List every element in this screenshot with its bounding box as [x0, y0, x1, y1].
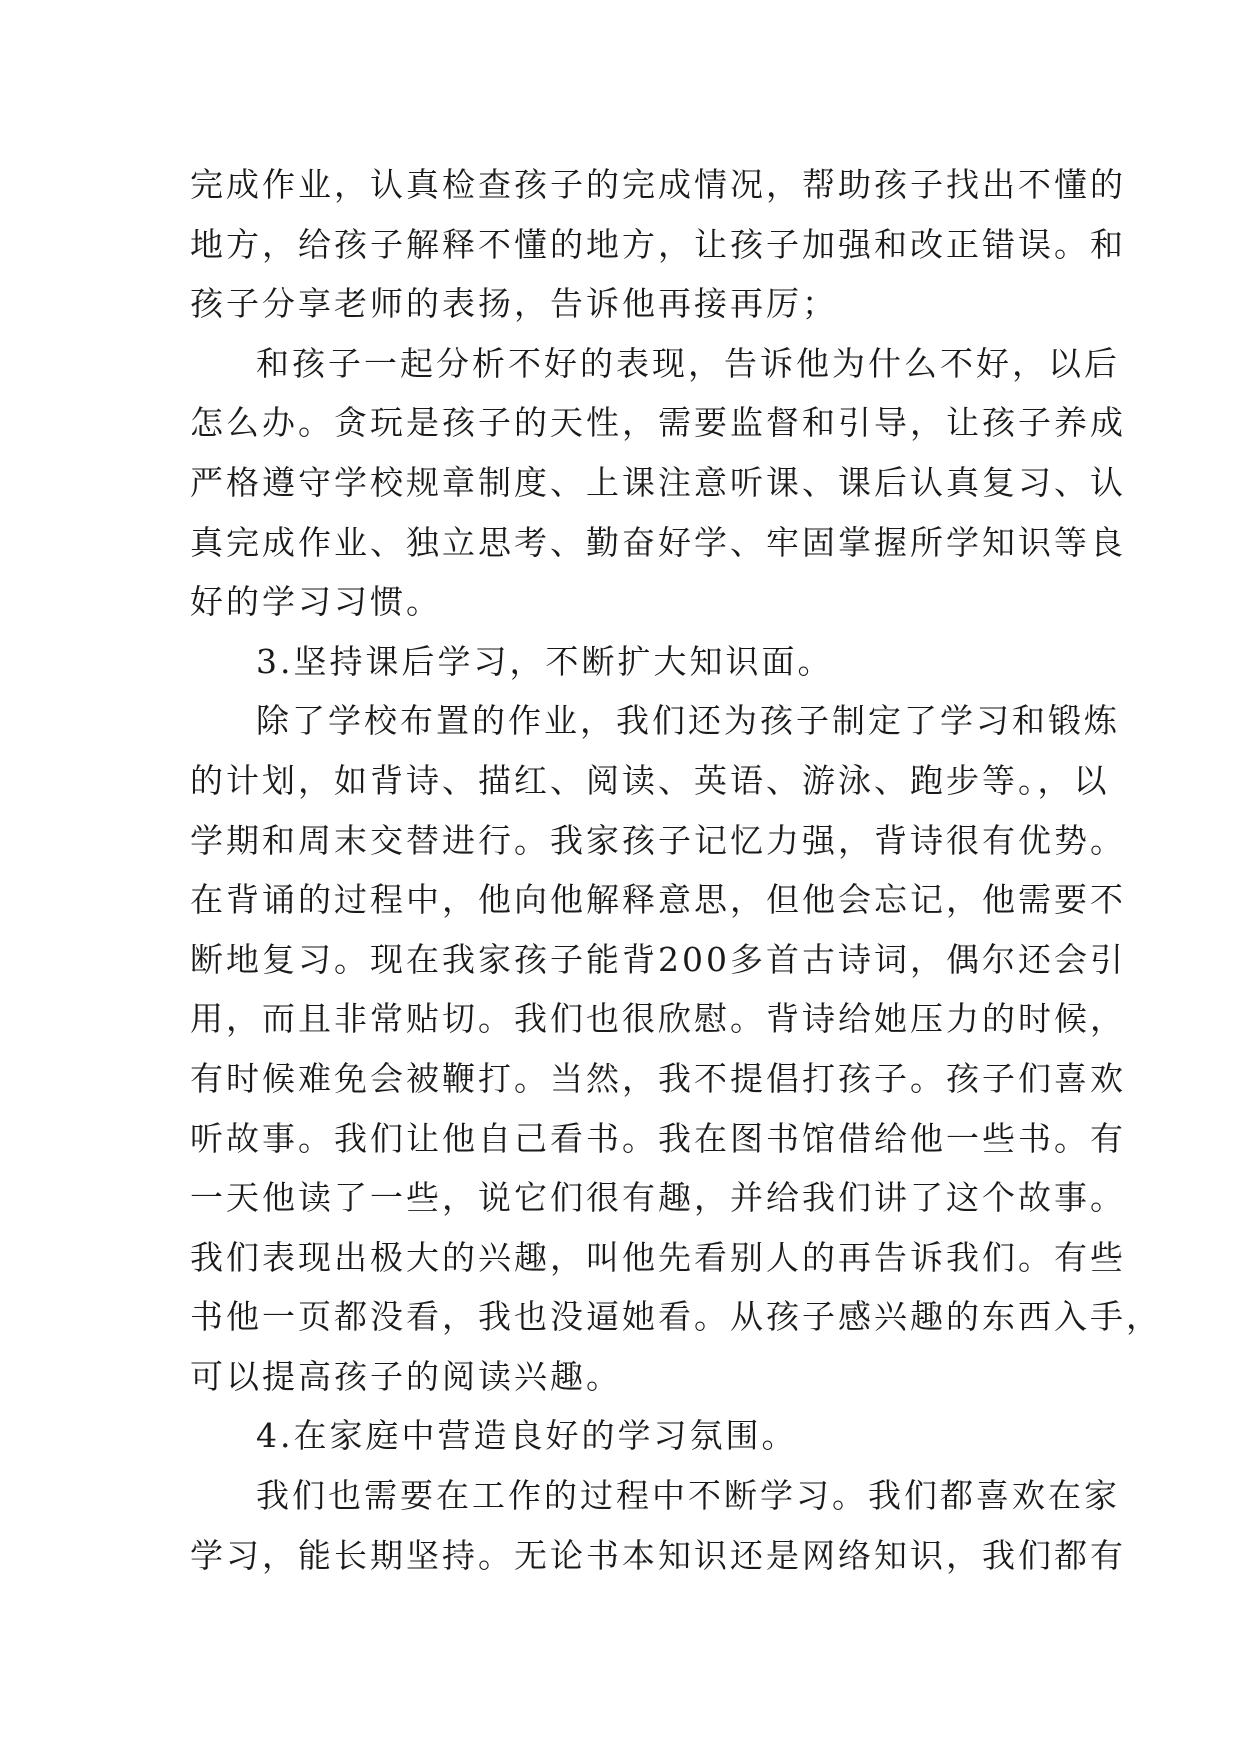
text-line: 的计划，如背诗、描红、阅读、英语、游泳、跑步等。，以	[190, 760, 1110, 800]
text-line: 可以提高孩子的阅读兴趣。	[190, 1356, 622, 1396]
text-line: 一天他读了一些，说它们很有趣，并给我们讲了这个故事。	[190, 1178, 1126, 1218]
text-line: 有时候难免会被鞭打。当然，我不提倡打孩子。孩子们喜欢	[190, 1058, 1126, 1098]
text-line: 书他一页都没看，我也没逼她看。从孩子感兴趣的东西入手，	[190, 1297, 1162, 1337]
text-line: 断地复习。现在我家孩子能背200多首古诗词，偶尔还会引	[190, 939, 1126, 979]
text-line: 严格遵守学校规章制度、上课注意听课、课后认真复习、认	[190, 462, 1126, 502]
body-text	[190, 155, 1162, 1585]
text-line: 我们表现出极大的兴趣，叫他先看别人的再告诉我们。有些	[190, 1237, 1126, 1277]
text-line: 地方，给孩子解释不懂的地方，让孩子加强和改正错误。和	[190, 224, 1126, 264]
text-line: 怎么办。贪玩是孩子的天性，需要监督和引导，让孩子养成	[190, 403, 1126, 443]
text-line: 好的学习习惯。	[190, 582, 442, 622]
paragraph-start-line: 和孩子一起分析不好的表现，告诉他为什么不好，以后	[256, 343, 1120, 383]
text-line: 用，而且非常贴切。我们也很欣慰。背诗给她压力的时候，	[190, 999, 1126, 1039]
text-line: 听故事。我们让他自己看书。我在图书馆借给他一些书。有	[190, 1118, 1126, 1158]
text-line: 在背诵的过程中，他向他解释意思，但他会忘记，他需要不	[190, 880, 1126, 920]
text-line: 孩子分享老师的表扬，告诉他再接再厉；	[190, 284, 838, 324]
paragraph-start-line: 除了学校布置的作业，我们还为孩子制定了学习和锻炼	[256, 701, 1120, 741]
text-line: 真完成作业、独立思考、勤奋好学、牢固掌握所学知识等良	[190, 522, 1126, 562]
section-heading-3: 3.坚持课后学习，不断扩大知识面。	[256, 641, 834, 681]
text-line: 学期和周末交替进行。我家孩子记忆力强，背诗很有优势。	[190, 820, 1126, 860]
text-line: 完成作业，认真检查孩子的完成情况，帮助孩子找出不懂的	[190, 165, 1126, 204]
section-heading-4: 4.在家庭中营造良好的学习氛围。	[256, 1416, 798, 1456]
paragraph-start-line: 我们也需要在工作的过程中不断学习。我们都喜欢在家	[256, 1476, 1120, 1516]
text-line: 学习，能长期坚持。无论书本知识还是网络知识，我们都有	[190, 1535, 1126, 1575]
